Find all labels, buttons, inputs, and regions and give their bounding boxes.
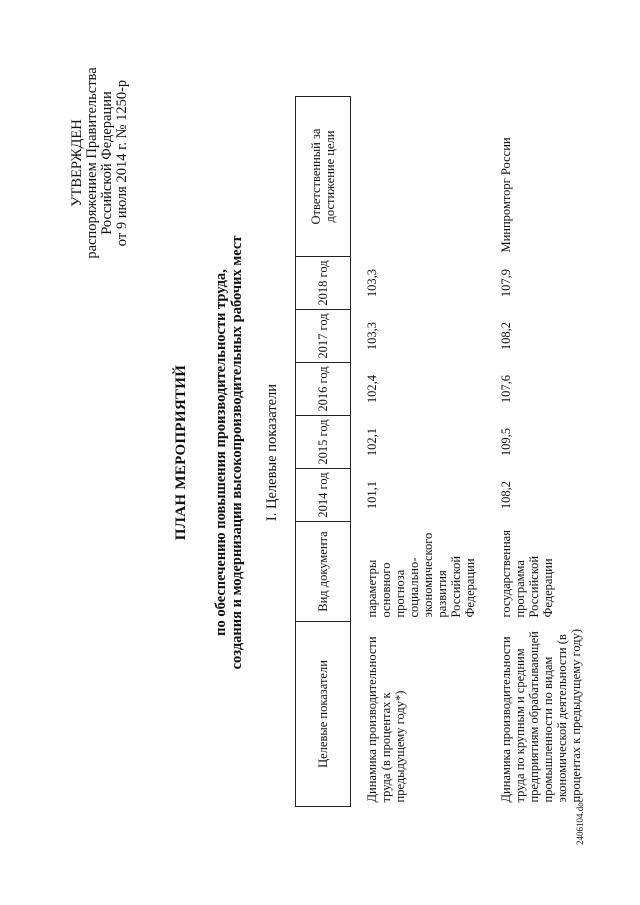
doc-type-cell: параметры основного прогноза социально-экономического развития Российской Федерации <box>365 532 477 618</box>
doc-type-cell: государственная программа Российской Федерации <box>499 530 555 618</box>
approval-line-1: УТВЕРЖДЕН <box>69 119 85 207</box>
header-2017: 2017 год <box>296 310 351 363</box>
section-title: I. Целевые показатели <box>264 383 280 522</box>
value-2016-cell: 107,6 <box>499 374 513 404</box>
indicator-cell: Динамика производительности труда (в процентах к предыдущему году*) <box>365 636 407 803</box>
subtitle-line-2: создания и модернизации высокопроизводительных рабочих мест <box>229 235 245 670</box>
responsible-cell: Минпромторг России <box>499 137 513 253</box>
value-2018-cell: 107,9 <box>499 268 513 298</box>
value-2015-cell: 109,5 <box>499 427 513 457</box>
table-row <box>351 97 480 807</box>
value-2016-cell: 102,4 <box>365 374 379 404</box>
value-2015-cell: 102,1 <box>365 427 379 457</box>
responsible-cell <box>351 97 480 257</box>
table-row <box>479 97 585 807</box>
header-2015: 2015 год <box>296 416 351 469</box>
value-2017-cell: 108,2 <box>499 321 513 351</box>
approval-line-4: от 9 июля 2014 г. № 1250-р <box>114 79 130 247</box>
indicator-cell: Динамика производительности труда по крупным и средним предприятиям обрабатывающей промышленности по видам экономической деятельности (в процентах к предыдущему году) <box>499 629 583 803</box>
header-2018: 2018 год <box>296 257 351 310</box>
header-responsible: Ответственный за достижение цели <box>296 97 351 257</box>
header-2014: 2014 год <box>296 469 351 522</box>
approval-line-3: Российской Федерации <box>99 91 115 235</box>
header-doc-type: Вид документа <box>296 522 351 622</box>
approval-stamp <box>70 33 130 293</box>
plan-subtitle <box>213 0 245 905</box>
table-header-row <box>296 97 351 807</box>
value-2014-cell: 108,2 <box>499 480 513 510</box>
subtitle-line-1: по обеспечению повышения производительности труда, <box>213 269 229 636</box>
value-2017-cell: 103,3 <box>365 321 379 351</box>
value-2014-cell: 101,1 <box>365 480 379 510</box>
header-2016: 2016 год <box>296 363 351 416</box>
targets-table <box>295 97 583 807</box>
plan-title: ПЛАН МЕРОПРИЯТИЙ <box>173 364 189 541</box>
value-2018-cell: 103,3 <box>365 268 379 298</box>
footer-doc-code: 2406104.doc <box>575 798 585 845</box>
approval-line-2: распоряжением Правительства <box>84 67 100 259</box>
header-indicator: Целевые показатели <box>296 622 351 807</box>
